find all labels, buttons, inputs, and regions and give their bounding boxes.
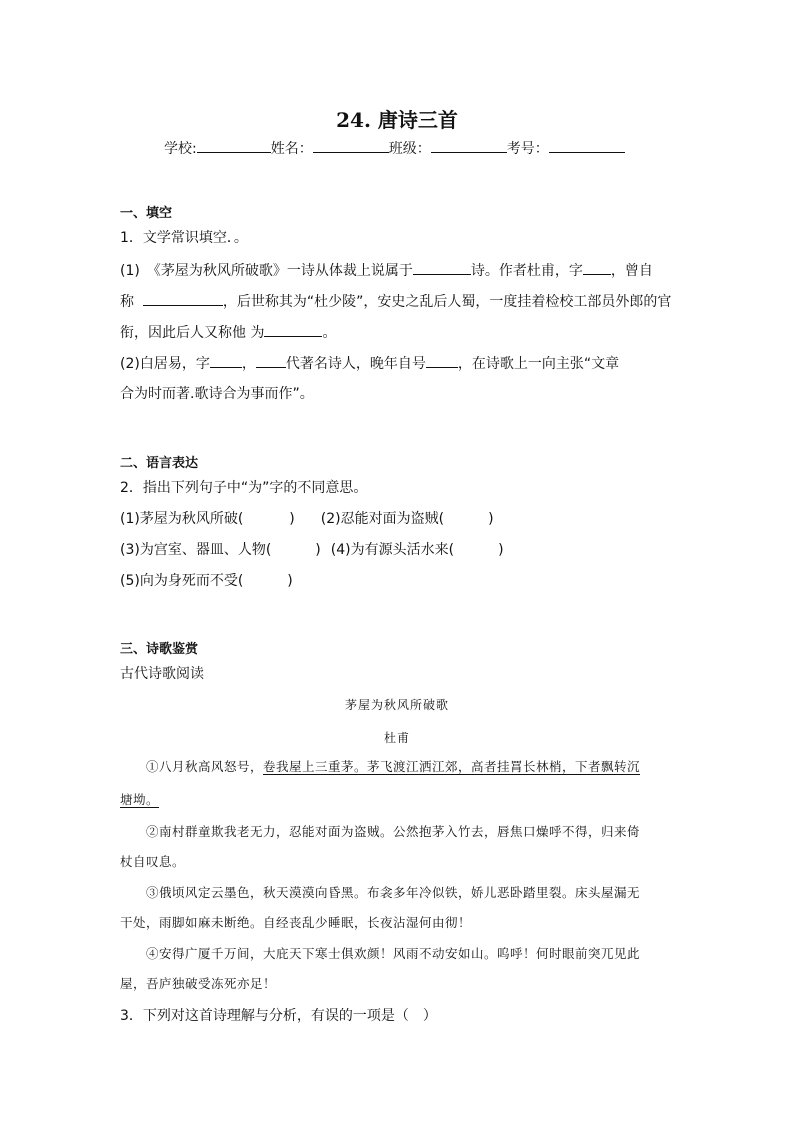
q2-row-3 (120, 571, 293, 591)
q1-text: 代著名诗人，晚年自号 (285, 356, 426, 372)
answer-blank[interactable] (583, 260, 611, 275)
stanza-text-underlined: 塘坳。 (120, 792, 160, 807)
number-blank[interactable] (549, 138, 625, 153)
q1-text: 。 (322, 325, 337, 341)
q2-item-5: (5)向为身死而不受( (120, 573, 244, 589)
class-label: 班级： (388, 141, 431, 157)
stanza-2-line-2: 杖自叹息。 (120, 854, 186, 869)
school-blank[interactable] (197, 138, 271, 153)
close-paren: ) (488, 511, 494, 527)
q1-text: (2)白居易，字 (120, 356, 210, 372)
answer-blank[interactable] (426, 353, 458, 368)
q1-text: (1) 《茅屋为秋风所破歌》一诗从体裁上说属于 (120, 263, 413, 279)
name-blank[interactable] (313, 138, 389, 153)
stanza-4-line-1: ④安得广厦千万间，大庇天下寒士俱欢颜！风雨不动安如山。呜呼！何时眼前突兀见此 (146, 946, 641, 961)
q2-row-2 (120, 540, 504, 560)
answer-blank[interactable] (256, 353, 286, 368)
q2-row-1 (120, 509, 494, 529)
stanza-2-line-1: ②南村群童欺我老无力，忍能对面为盗贼。公然抱茅入竹去，唇焦口燥呼不得，归来倚 (146, 824, 641, 839)
answer-blank[interactable] (413, 260, 471, 275)
q1-line-1 (120, 260, 653, 281)
number-label: 考号： (506, 141, 549, 157)
q1-text: ， (241, 356, 256, 372)
class-blank[interactable] (431, 138, 507, 153)
q1-text: 诗。作者杜甫，字 (470, 263, 583, 279)
close-paren: ) (498, 542, 504, 558)
stanza-3-line-1: ③俄顷风定云墨色，秋天漠漠向昏黑。布衾多年冷似铁，娇儿恶卧踏里裂。床头屋漏无 (146, 885, 641, 900)
q1-text: ，后世称其为“杜少陵”，安史之乱后人蜀，一度挂着检校工部员外郎的官 (222, 294, 672, 310)
stanza-text: ①八月秋高风怒号， (146, 759, 264, 774)
q1-line-4 (120, 353, 619, 374)
q2-item-3: (3)为宫室、器皿、人物( (120, 542, 272, 558)
poem-author: 杜甫 (383, 731, 410, 745)
section-subheading: 古代诗歌阅读 (120, 666, 204, 682)
q1-line-2 (120, 291, 671, 312)
student-info-line (164, 138, 625, 159)
q1-text: 称 (120, 294, 134, 310)
stanza-1-line-1 (146, 758, 640, 776)
close-paren: ) (315, 542, 321, 558)
q2-item-2: (2)忍能对面为盗贼( (320, 511, 445, 527)
answer-blank[interactable] (210, 353, 242, 368)
section-heading-poetry: 三、诗歌鉴赏 (120, 642, 199, 657)
page-title: 24. 唐诗三首 (336, 108, 458, 132)
question-3: 3．下列对这首诗理解与分析，有误的一项是（ ） (120, 1008, 437, 1024)
q1-line-3 (120, 322, 336, 343)
question-1: 1．文学常识填空．。 (120, 230, 248, 246)
name-label: 姓名： (270, 141, 313, 157)
q1-text: ，在诗歌上一向主张“文章 (457, 356, 620, 372)
answer-blank[interactable] (264, 322, 322, 337)
answer-blank[interactable] (143, 291, 223, 306)
section-heading-fill: 一、填空 (120, 206, 173, 221)
school-label: 学校: (164, 141, 197, 157)
q1-text: 衔，因此后人又称他 为 (120, 325, 265, 341)
q1-line-5: 合为时而著.歌诗合为事而作”。 (120, 386, 314, 402)
q2-item-1: (1)茅屋为秋风所破( (120, 511, 244, 527)
q1-text: ，曾自 (610, 263, 653, 279)
section-heading-language: 二、语言表达 (120, 456, 199, 471)
close-paren: ) (289, 511, 295, 527)
stanza-4-line-2: 屋，吾庐独破受冻死亦足！ (120, 976, 277, 991)
stanza-text-underlined: 卷我屋上三重茅。茅飞渡江洒江郊，高者挂罥长林梢，下者飘转沉 (263, 759, 641, 774)
close-paren: ) (287, 573, 293, 589)
question-2: 2．指出下列句子中“为”字的不同意思。 (120, 480, 368, 496)
stanza-1-line-2 (120, 791, 159, 809)
q2-item-4: (4)为有源头活水来( (330, 542, 455, 558)
poem-title: 茅屋为秋风所破歌 (344, 698, 449, 712)
stanza-3-line-2: 干处，雨脚如麻未断绝。自经丧乱少睡眠，长夜沾湿何由彻！ (120, 915, 472, 930)
